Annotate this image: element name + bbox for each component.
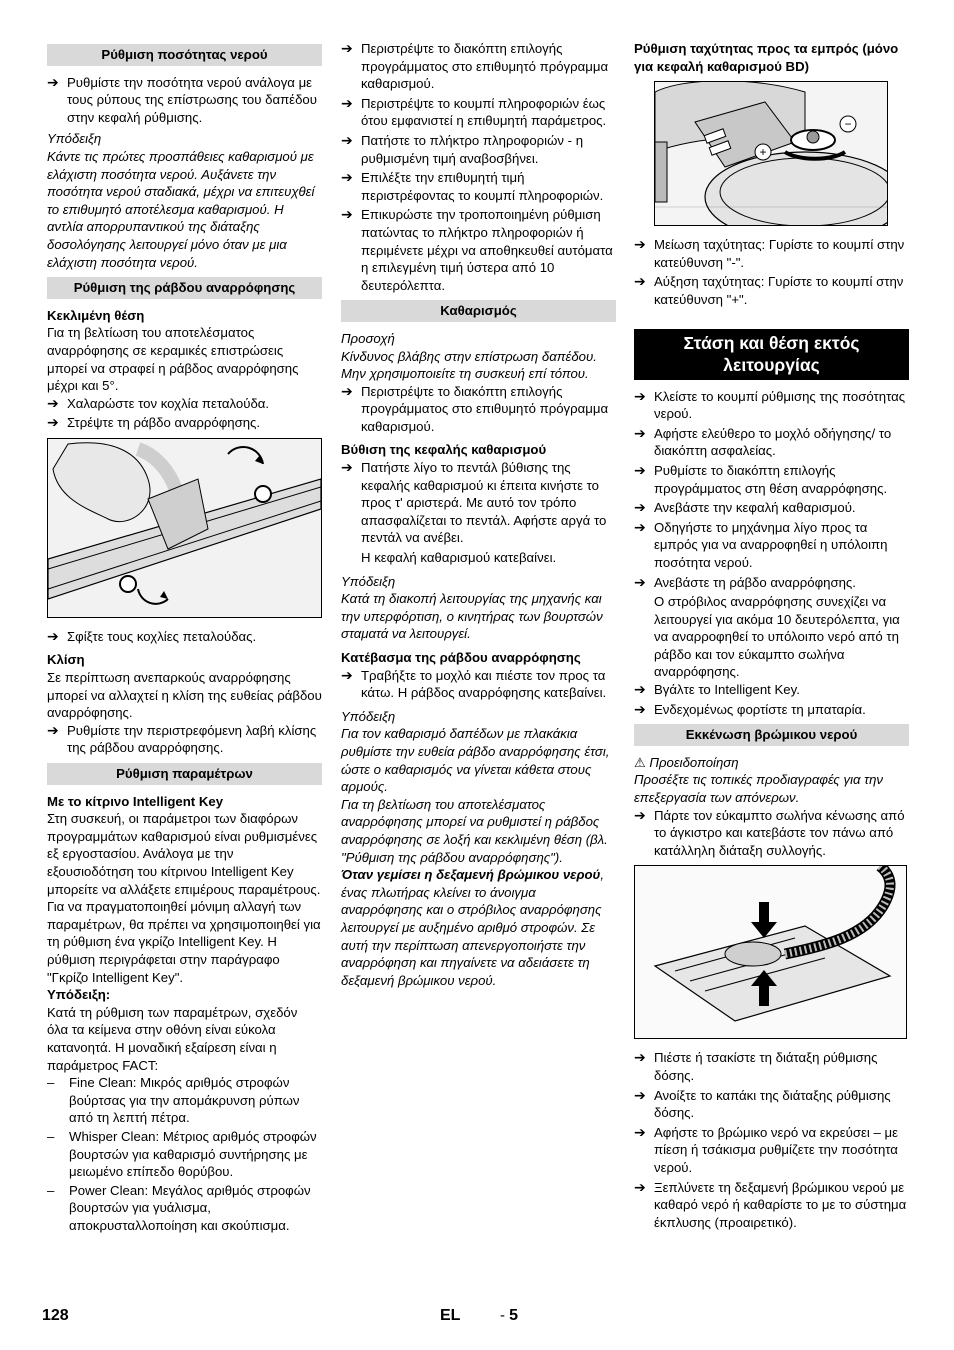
instruction-step: ➔ Περιστρέψτε το κουμπί πληροφοριών έως ότου εμφανιστεί η επιθυμητή παράμετρος. (341, 94, 607, 129)
arrow-icon: ➔ (634, 387, 646, 404)
section-header-cleaning: Καθαρισμός (341, 300, 616, 322)
arrow-icon: ➔ (341, 131, 353, 148)
caution-title: Προσοχή (341, 330, 395, 346)
instruction-step: ➔ Ενδεχομένως φορτίστε τη μπαταρία. (634, 700, 866, 717)
instruction-step: ➔ Οδηγήστε το μηχάνημα λίγο προς τα εμπρός για να αναρροφηθεί η υπόλοιπη ποσότητα νερού. (634, 518, 888, 570)
paragraph: Για τη βελτίωση του αποτελέσματος αναρρόφησης σε κεραμικές επιστρώσεις μπορεί να στραφεί η ράβδος αναρρόφησης μέχρι και 5°. (47, 325, 299, 394)
drain-hose-illustration (634, 865, 907, 1039)
note-text: Κατά τη διακοπή λειτουργίας της μηχανής και την υπερφόρτιση, ο κινητήρας των βουρτσών σταματά να λειτουργεί. (341, 591, 603, 642)
note-title: Υπόδειξη (341, 573, 396, 589)
warning-text: Προσέξτε τις τοπικές προδιαγραφές για την επεξεργασία των απόνερων. (634, 772, 884, 806)
note-text: Για τον καθαρισμό δαπέδων με πλακάκια ρυθμίστε την ευθεία ράβδο αναρρόφησης έτσι, ώστε ο καθαρισμός να γίνεται κάθετα στους αρμούς. (341, 726, 610, 795)
arrow-icon: ➔ (634, 1123, 646, 1140)
svg-text:−: − (844, 117, 852, 132)
subheading-speed: Ρύθμιση ταχύτητας προς τα εμπρός (μόνο για κεφαλή καθαρισμού BD) (634, 41, 899, 74)
instruction-step: ➔ Τραβήξτε το μοχλό και πιέστε τον προς τα κάτω. Η ράβδος αναρρόφησης κατεβαίνει. (341, 666, 607, 701)
note-text: Όταν γεμίσει η δεξαμενή βρώμικου νερού, ένας πλωτήρας κλείνει το άνοιγμα αναρρόφησης και ο στρόβιλος αναρρόφησης λειτουργεί με αυξημένο αριθμό στροφών. Σε αυτή την περίπτωση απενεργοποιήστε την αναρρόφηση και πηγαίνετε να αδειάσετε τη δεξαμενή βρώμικου νερού. (341, 867, 604, 988)
column-left (47, 40, 322, 1235)
list-item: – Whisper Clean: Μέτριος αριθμός στροφών βουρτσών για καθαρισμό συντήρησης με μειωμένο επίπεδο θορύβου. (47, 1128, 317, 1180)
arrow-icon: ➔ (634, 236, 646, 253)
arrow-icon: ➔ (341, 206, 353, 223)
arrow-icon: ➔ (634, 681, 646, 698)
arrow-icon: ➔ (47, 414, 59, 431)
speed-knob-illustration (654, 81, 888, 226)
instruction-step: ➔ Περιστρέψτε το διακόπτη επιλογής προγράμματος στο επιθυμητό πρόγραμμα καθαρισμού. (341, 382, 609, 434)
note-title: Υπόδειξη (341, 708, 396, 724)
arrow-icon: ➔ (634, 806, 646, 823)
instruction-step: ➔ Χαλαρώστε τον κοχλία πεταλούδα. (47, 394, 270, 411)
list-item: – Power Clean: Μεγάλος αριθμός στροφών βουρτσών για γυάλισμα, αποκρυσταλλοποίηση και σκούπισμα. (47, 1182, 311, 1233)
instruction-step: ➔ Αφήστε ελεύθερο το μοχλό οδήγησης/ το διακόπτη ασφαλείας. (634, 424, 892, 459)
instruction-step: ➔ Βγάλτε το Intelligent Key. (634, 681, 800, 698)
paragraph: Στη συσκευή, οι παράμετροι των διαφόρων προγραμμάτων καθαρισμού είναι ρυθμισμένες εξ εργοστασίου. Ανάλογα με την εξουσιοδότηση του κίτρινου Intelligent Key μπορείτε να αλλάξετε επιμέρους παραμέτρους. Για να πραγματοποιηθεί μόνιμη αλλαγή των παραμέτρων, θα πρέπει να χρησιμοποιηθεί για τη ρύθμιση ένα γκρίζο Intelligent Key. Η ρύθμιση περιγράφεται στην παράγραφο "Γκρίζο Intelligent Key". (47, 811, 321, 985)
arrow-icon: ➔ (634, 1086, 646, 1103)
arrow-icon: ➔ (341, 94, 353, 111)
instruction-step: ➔ Ρυθμίστε το διακόπτη επιλογής προγράμματος στη θέση αναρρόφησης. (634, 461, 888, 496)
page-number: 128 (42, 1307, 69, 1324)
section-header-suction: Ρύθμιση της ράβδου αναρρόφησης (47, 277, 322, 299)
arrow-icon: ➔ (341, 666, 353, 683)
note-text: Κάντε τις πρώτες προσπάθειες καθαρισμού με ελάχιστη ποσότητα νερού. Αυξάνετε την ποσότητα νερού σταδιακά, μέχρι να επιτευχθεί το επιθυμητό αποτέλεσμα καθαρισμού. Η αντλία απορρυπαντικού της διάταξης δοσολόγησης λειτουργεί μόνο όταν με μια ελάχιστη ποσότητα νερού. (47, 148, 315, 270)
instruction-step: ➔ Ρυθμίστε την ποσότητα νερού ανάλογα με τους ρύπους της επίστρωσης του δαπέδου στην κεφαλή ρύθμισης. (47, 73, 317, 125)
subheading-lower-head: Βύθιση της κεφαλής καθαρισμού (341, 442, 547, 458)
section-header-drain: Εκκένωση βρώμικου νερού (634, 724, 909, 746)
suction-bar-illustration (47, 438, 322, 618)
page-footer (0, 1307, 954, 1329)
caution-text: Κίνδυνος βλάβης στην επίστρωση δαπέδου. Μην χρησιμοποιείτε τη συσκευή επί τόπου. (341, 348, 597, 382)
arrow-icon: ➔ (341, 40, 353, 56)
instruction-step: ➔ Σφίξτε τους κοχλίες πεταλούδας. (47, 627, 257, 644)
instruction-step: ➔ Στρέψτε τη ράβδο αναρρόφησης. (47, 414, 261, 431)
arrow-icon: ➔ (634, 573, 646, 590)
section-header-stop: Στάση και θέση εκτός λειτουργίας (634, 329, 909, 380)
section-header-params: Ρύθμιση παραμέτρων (47, 763, 322, 785)
column-right (634, 40, 909, 1233)
instruction-step: ➔ Αύξηση ταχύτητας: Γυρίστε το κουμπί στην κατεύθυνση "+". (634, 273, 904, 307)
arrow-icon: ➔ (47, 394, 59, 411)
instruction-step: ➔ Επικυρώστε την τροποποιημένη ρύθμιση πατώντας το πλήκτρο πληροφοριών ή περιμένετε μέχρι να αποθηκευθεί αυτόματα η επιλεγμένη τιμή ύστερα από 10 δευτερόλεπτα. (341, 206, 613, 293)
instruction-step: ➔ Κλείστε το κουμπί ρύθμισης της ποσότητας νερού. (634, 387, 906, 422)
section-header-water: Ρύθμιση ποσότητας νερού (47, 44, 322, 66)
arrow-icon: ➔ (634, 518, 646, 535)
arrow-icon: ➔ (634, 461, 646, 478)
instruction-step: ➔ Μείωση ταχύτητας: Γυρίστε το κουμπί στην κατεύθυνση "-". (634, 236, 905, 270)
arrow-icon: ➔ (634, 1049, 646, 1066)
arrow-icon: ➔ (47, 721, 59, 738)
instruction-step: ➔ Πιέστε ή τσακίστε τη διάταξη ρύθμισης δόσης. (634, 1049, 878, 1083)
column-middle (341, 40, 616, 989)
subheading-yellow-key: Με το κίτρινο Intelligent Key (47, 793, 224, 809)
arrow-icon: ➔ (47, 627, 59, 644)
arrow-icon: ➔ (634, 499, 646, 516)
arrow-icon: ➔ (341, 382, 353, 399)
instruction-step: ➔ Πάρτε τον εύκαμπτο σωλήνα κένωσης από το άγκιστρο και κατεβάστε τον πάνω από κατάλληλη διάταξη συλλογής. (634, 806, 905, 858)
instruction-step: ➔ Πατήστε το πλήκτρο πληροφοριών - η ρυθμισμένη τιμή αναβοσβήνει. (341, 131, 584, 166)
result-text: Ο στρόβιλος αναρρόφησης συνεχίζει να λειτουργεί για ακόμα 10 δευτερόλεπτα, για να αναρροφηθεί το υπόλοιπο νερό από τη ράβδο και τον εύκαμπτο σωλήνα αναρρόφησης. (654, 594, 900, 680)
instruction-step: ➔ Αφήστε το βρώμικο νερό να εκρεύσει – με πίεση ή τσάκισμα ρυθμίζετε την ποσότητα νερού. (634, 1123, 898, 1175)
note-text: Για τη βελτίωση του αποτελέσματος αναρρόφησης μπορεί να ρυθμιστεί η ράβδος αναρρόφησης σε λοξή και κεκλιμένη θέση (βλ. "Ρύθμιση της ράβδου αναρρόφησης"). (341, 796, 608, 865)
arrow-icon: ➔ (47, 73, 59, 90)
arrow-icon: ➔ (634, 424, 646, 441)
list-item: – Fine Clean: Μικρός αριθμός στροφών βούρτσας για την απομάκρυνση ρύπων από τη λεπτή πέτρα. (47, 1075, 300, 1126)
sub-page-number: - 5 (500, 1307, 519, 1324)
subheading-incline: Κλίση (47, 652, 85, 668)
instruction-step: ➔ Ανοίξτε το καπάκι της διάταξης ρύθμισης δόσης. (634, 1086, 891, 1121)
language-code: EL (440, 1307, 461, 1324)
instruction-step: ➔ Ανεβάστε την κεφαλή καθαρισμού. (634, 499, 856, 516)
instruction-step: ➔ Πατήστε λίγο το πεντάλ βύθισης της κεφαλής καθαρισμού κι έπειτα κινήστε το προς τ' αριστερά. Με αυτό τον τρόπο απασφαλίζεται το πεντάλ. Αφήστε αργά το πεντάλ να ανέβει. (341, 459, 607, 546)
arrow-icon: ➔ (634, 700, 646, 717)
note-title: Υπόδειξη (47, 131, 102, 147)
result-text: Η κεφαλή καθαρισμού κατεβαίνει. (361, 550, 557, 566)
arrow-icon: ➔ (341, 169, 353, 186)
warning-icon: ⚠ (634, 754, 646, 770)
paragraph: Σε περίπτωση ανεπαρκούς αναρρόφησης μπορεί να αλλαχτεί η κλίση της ευθείας ράβδου αναρρόφησης. (47, 670, 322, 721)
arrow-icon: ➔ (634, 1178, 646, 1195)
subheading-tilted: Κεκλιμένη θέση (47, 307, 145, 323)
arrow-icon: ➔ (341, 459, 353, 476)
paragraph: Κατά τη ρύθμιση των παραμέτρων, σχεδόν όλα τα κείμενα στην οθόνη είναι εύκολα κατανοητά. Η μοναδική εξαίρεση είναι η παράμετρος FACT: (47, 1004, 298, 1073)
instruction-step: ➔ Ξεπλύνετε τη δεξαμενή βρώμικου νερού με καθαρό νερό ή καθαρίστε το με το σύστημα έκπλυσης (προαιρετικό). (634, 1178, 907, 1230)
instruction-step: ➔ Ανεβάστε τη ράβδο αναρρόφησης. (634, 573, 856, 590)
svg-text:+: + (759, 145, 767, 160)
instruction-step: ➔ Επιλέξτε την επιθυμητή τιμή περιστρέφοντας το κουμπί πληροφοριών. (341, 169, 604, 203)
subheading-lower-bar: Κατέβασμα της ράβδου αναρρόφησης (341, 650, 581, 665)
hint-title: Υπόδειξη: (47, 987, 111, 1003)
arrow-icon: ➔ (634, 273, 646, 290)
instruction-step: ➔ Περιστρέψτε το διακόπτη επιλογής προγράμματος στο επιθυμητό πρόγραμμα καθαρισμού. (341, 40, 609, 92)
warning-title: ⚠ Προειδοποίηση (634, 754, 739, 770)
instruction-step: ➔ Ρυθμίστε την περιστρεφόμενη λαβή κλίσης της ράβδου αναρρόφησης. (47, 721, 317, 756)
